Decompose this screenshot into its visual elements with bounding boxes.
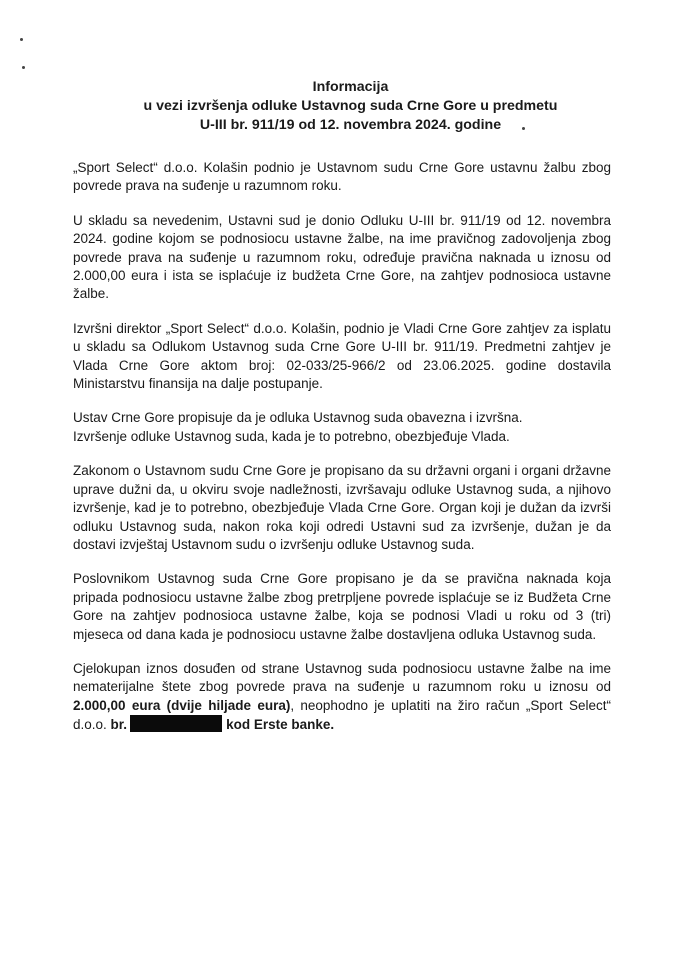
paragraph-request: Izvršni direktor „Sport Select“ d.o.o. Kolašin, podnio je Vladi Crne Gore zahtjev za isplatu u skladu sa Odlukom Ustavnog suda Crne Gore U-III br. 911/19. Predmetni zahtjev je Vlada Crne Gore aktom broj: 02-033/25-966/2 od 23.06.2025. godine dostavila Ministarstvu finansija na dalje postupanje.: [73, 320, 611, 392]
document-title: [0, 78, 679, 135]
title-line-1: Informacija: [312, 79, 389, 95]
paragraph-decision: U skladu sa nevedenim, Ustavni sud je donio Odluku U-III br. 911/19 od 12. novembra 2024. godine kojom se podnosiocu ustavne žalbe, na ime pravičnog zadovoljenja zbog povrede prava na suđenje u razumnom roku, određuje pravična naknada u iznosu od 2.000,00 eura i ista se isplaćuje iz budžeta Crne Gore, na zahtjev podnosioca ustavne žalbe.: [73, 212, 611, 302]
account-number-label: br.: [110, 717, 128, 733]
payment-amount: 2.000,00 eura (dvije hiljade eura): [73, 697, 291, 713]
scan-mark: [20, 38, 23, 41]
payment-account-text: , neophodno je uplatiti na žiro račun „Sport Select“ d.o.o.: [73, 697, 611, 733]
paragraph-constitution: Ustav Crne Gore propisuje da je odluka Ustavnog suda obavezna i izvršna.: [73, 410, 523, 426]
paragraph-payment: [73, 660, 611, 735]
bank-name: kod Erste banke.: [226, 717, 335, 733]
paragraph-complaint: „Sport Select“ d.o.o. Kolašin podnio je Ustavnom sudu Crne Gore ustavnu žalbu zbog povrede prava na suđenje u razumnom roku.: [73, 160, 611, 194]
paragraph-rules: Poslovnikom Ustavnog suda Crne Gore propisano je da se pravična naknada koja pripada podnosiocu ustavne žalbe zbog pretrpljene povrede isplaćuje se iz Budžeta Crne Gore na zahtjev podnosioca ustavne žalbe, koja se podnosi Vladi u roku od 3 (tri) mjeseca od dana kada je podnosiocu ustavne žalbe dostavljena odluka Ustavnog suda.: [73, 571, 611, 642]
redacted-account-number: [130, 715, 222, 732]
paragraph-enforcement: Izvršenje odluke Ustavnog suda, kada je to potrebno, obezbjeđuje Vlada.: [73, 428, 510, 444]
document-body: [73, 159, 611, 751]
payment-intro: Cjelokupan iznos dosuđen od strane Ustavnog suda podnosiocu ustavne žalbe na ime nematerijalne štete zbog povrede prava na suđenje u razumnom roku u iznosu od: [73, 660, 611, 695]
paragraph-law: Zakonom o Ustavnom sudu Crne Gore je propisano da su državni organi i organi državne uprave dužni da, u okviru svoje nadležnosti, izvršavaju odluke Ustavnog suda, a njihovo izvršenje, kad je to potrebno, obezbjeđuje Vlada Crne Gore. Organ koji je dužan da izvrši odluku Ustavnog suda, nakon roka koji odredi Ustavni sud za izvršenje, dužan je da dostavi izvještaj Ustavnom sudu o izvršenju odluke Ustavnog suda.: [73, 463, 611, 552]
title-line-2: u vezi izvršenja odluke Ustavnog suda Crne Gore u predmetu: [143, 98, 558, 114]
scan-mark: [22, 66, 25, 69]
title-line-3: U-III br. 911/19 od 12. novembra 2024. godine: [199, 117, 502, 133]
